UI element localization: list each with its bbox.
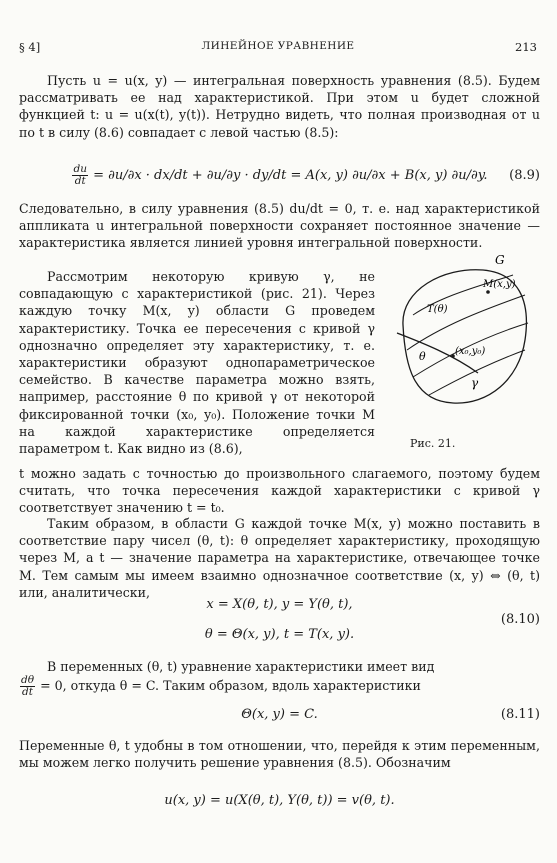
equation-8-9-body: = ∂u/∂x · dx/dt + ∂u/∂y · dy/dt = A(x, y) ∂u/∂x + B(x, y) ∂u/∂y. bbox=[93, 168, 488, 183]
equation-8-10 bbox=[19, 597, 540, 649]
running-title: ЛИНЕЙНОЕ УРАВНЕНИЕ bbox=[201, 40, 355, 52]
point-m bbox=[486, 290, 490, 294]
figure-21 bbox=[383, 255, 533, 415]
page-number: 213 bbox=[515, 40, 537, 54]
equation-8-10-line-2: θ = Θ(x, y), t = T(x, y). bbox=[204, 627, 355, 642]
section-number: § 4] bbox=[19, 40, 41, 54]
paragraph-5a: В переменных (θ, t) уравнение характеристики имеет вид bbox=[47, 659, 435, 674]
figure-caption: Рис. 21. bbox=[410, 437, 456, 450]
label-x0y0: (x₀,y₀) bbox=[455, 346, 486, 357]
dtheta-dt-fraction: $\frac{d\theta}{dt}$ bbox=[21, 674, 35, 698]
equation-8-10-line-1: x = X(θ, t), y = Y(θ, t), bbox=[206, 597, 353, 612]
paragraph-3-continued: t можно задать с точностью до произвольного слагаемого, поэтому будем считать, что точка пересечения каждой характеристики с кривой γ соответствует значению t = t₀. bbox=[19, 466, 540, 516]
label-m: M(x,y) bbox=[483, 279, 516, 290]
paragraph-2: Следовательно, в силу уравнения (8.5) du/dt = 0, т. е. над характеристикой аппликата u интегральной поверхности сохраняет постоянное значение — характеристика является линией уровня интегральной поверхности. bbox=[19, 201, 540, 251]
paragraph-3: Рассмотрим некоторую кривую γ, не совпадающую с характеристикой (рис. 21). Через каждую точку M(x, y) области G проведем характеристику. Точка ее пересечения с кривой γ однозначно определяет эту характеристику, т. е. характеристики образуют однопараметрическое семейство. В качестве параметра можно взять, например, расстояние θ по кривой γ от некоторой фиксированной точки (x₀, y₀). Положение точки M на каждой характеристике определяется параметром t. Как видно из (8.6), bbox=[19, 269, 375, 457]
label-gamma: γ bbox=[471, 376, 479, 390]
label-theta: θ bbox=[419, 350, 426, 363]
equation-8-10-number: (8.10) bbox=[500, 612, 540, 627]
equation-8-9 bbox=[19, 160, 540, 190]
du-dt-fraction: $\frac{du}{dt}$ bbox=[73, 163, 87, 187]
page-header bbox=[19, 40, 537, 56]
paragraph-5b-line bbox=[19, 675, 540, 698]
equation-8-11-number: (8.11) bbox=[500, 707, 540, 722]
equation-8-11-body: Θ(x, y) = C. bbox=[241, 707, 318, 722]
paragraph-4: Таким образом, в области G каждой точке M(x, y) можно поставить в соответствие пару чисел (θ, t): θ определяет характеристику, проходящую через M, а t — значение параметра на характеристике, отвечающее точке M. Тем самым мы имеем взаимно однозначное соответствие (x, y) ⇔ (θ, t) или, аналитически, bbox=[19, 516, 540, 600]
equation-final-body: u(x, y) = u(X(θ, t), Y(θ, t)) = v(θ, t). bbox=[164, 793, 395, 808]
equation-8-11 bbox=[19, 707, 540, 727]
equation-final bbox=[19, 793, 540, 813]
paragraph-1: Пусть u = u(x, y) — интегральная поверхность уравнения (8.5). Будем рассматривать ее над характеристикой. При этом u будет сложной функцией t: u = u(x(t), y(t)). Нетрудно видеть, что полная производная от u по t в силу (8.6) совпадает с левой частью (8.5): bbox=[19, 73, 540, 140]
equation-8-9-number: (8.9) bbox=[509, 168, 540, 183]
characteristic-line-2 bbox=[407, 295, 525, 350]
paragraph-5b: = 0, откуда θ = C. Таким образом, вдоль характеристики bbox=[40, 678, 421, 693]
paragraph-6: Переменные θ, t удобны в том отношении, что, перейдя к этим переменным, мы можем легко получить решение уравнения (8.5). Обозначим bbox=[19, 738, 540, 771]
label-g: G bbox=[495, 255, 505, 267]
label-t-theta: T(θ) bbox=[427, 304, 448, 315]
